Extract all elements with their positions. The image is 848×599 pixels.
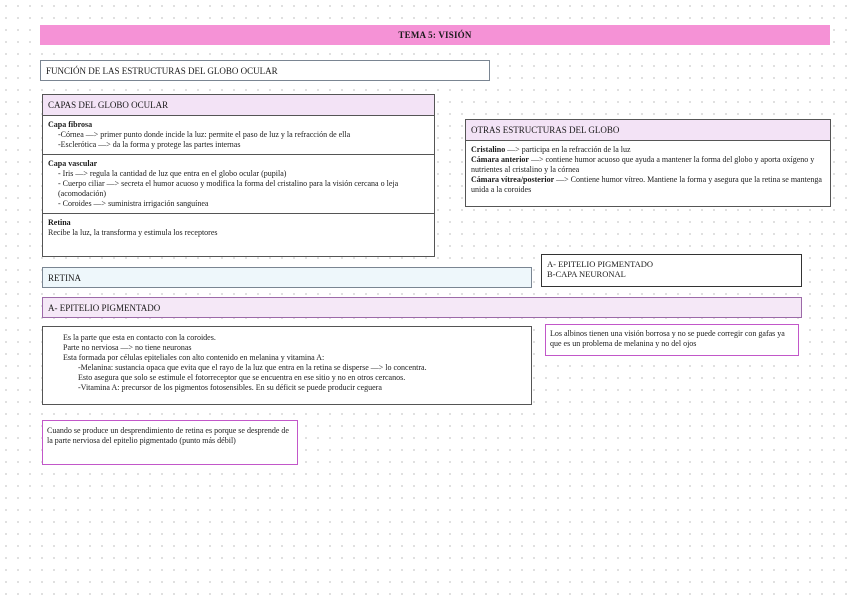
capa-vascular-title: Capa vascular <box>48 159 98 168</box>
capas-card <box>42 94 435 257</box>
capa-vascular-line: - Coroides —> suministra irrigación sanguínea <box>58 199 209 208</box>
retina-section <box>43 214 434 242</box>
otras-body <box>466 141 830 199</box>
capa-vascular-line: - Cuerpo ciliar —> secreta el humor acuoso y modifica la forma del cristalino para la visión cercana o leja (acomodación) <box>58 179 399 198</box>
funcion-header: FUNCIÓN DE LAS ESTRUCTURAS DEL GLOBO OCULAR <box>40 60 490 81</box>
otras-card <box>465 119 831 207</box>
otras-desc: —> Contiene humor vítreo. Mantiene la forma y asegura que la retina se mantenga unida a la coroides <box>471 175 822 194</box>
page-title: TEMA 5: VISIÓN <box>40 25 830 45</box>
capa-fibrosa-line: -Esclerótica —> da la forma y protege las partes internas <box>58 140 241 149</box>
otras-term: Cámara vítrea/posterior <box>471 175 555 184</box>
capas-header: CAPAS DEL GLOBO OCULAR <box>43 95 434 116</box>
epitelio-body <box>42 326 532 405</box>
otras-desc: —> participa en la refracción de la luz <box>505 145 631 154</box>
otras-item <box>471 155 825 175</box>
epitelio-sub-line: -Vitamina A: precursor de los pigmentos fotosensibles. En su déficit se puede producir ceguera <box>78 383 382 392</box>
otras-item <box>471 175 825 195</box>
retina-text: Recibe la luz, la transforma y estimula los receptores <box>48 228 218 237</box>
albinos-note: Los albinos tienen una visión borrosa y no se puede corregir con gafas ya que es un problema de melanina y no del ojos <box>545 324 799 356</box>
epitelio-sub-line: Esto asegura que solo se estimule el fotorreceptor que se encuentra en ese sitio y no en otros cercanos. <box>78 373 406 382</box>
retina-part-a: A- EPITELIO PIGMENTADO <box>547 259 654 269</box>
capa-fibrosa-title: Capa fibrosa <box>48 120 93 129</box>
retina-title: Retina <box>48 218 71 227</box>
capa-vascular-section <box>43 155 434 214</box>
desprendimiento-note: Cuando se produce un desprendimiento de retina es porque se desprende de la parte nerviosa del epitelio pigmentado (punto más débil) <box>42 420 298 465</box>
epitelio-line: Parte no nerviosa —> no tiene neuronas <box>63 343 192 352</box>
retina-parts-box <box>541 254 802 287</box>
epitelio-line: Es la parte que esta en contacto con la coroides. <box>63 333 216 342</box>
capa-vascular-line: - Iris —> regula la cantidad de luz que entra en el globo ocular (pupila) <box>58 169 287 178</box>
otras-term: Cristalino <box>471 145 506 154</box>
otras-header: OTRAS ESTRUCTURAS DEL GLOBO <box>466 120 830 141</box>
otras-item <box>471 145 825 155</box>
capa-fibrosa-section <box>43 116 434 155</box>
otras-desc: —> contiene humor acuoso que ayuda a mantener la forma del globo y aporta oxígeno y nutrientes al cristalino y la córnea <box>471 155 815 174</box>
epitelio-header: A- EPITELIO PIGMENTADO <box>42 297 802 318</box>
epitelio-sub-line: -Melanina: sustancia opaca que evita que el rayo de la luz que entra en la retina se disperse —> lo concentra. <box>78 363 427 372</box>
otras-term: Cámara anterior <box>471 155 529 164</box>
capa-fibrosa-line: -Córnea —> primer punto donde incide la luz: permite el paso de luz y la refracción de ella <box>58 130 351 139</box>
retina-header: RETINA <box>42 267 532 288</box>
epitelio-line: Esta formada por células epiteliales con alto contenido en melanina y vitamina A: <box>63 353 325 362</box>
retina-part-b: B-CAPA NEURONAL <box>547 269 626 279</box>
